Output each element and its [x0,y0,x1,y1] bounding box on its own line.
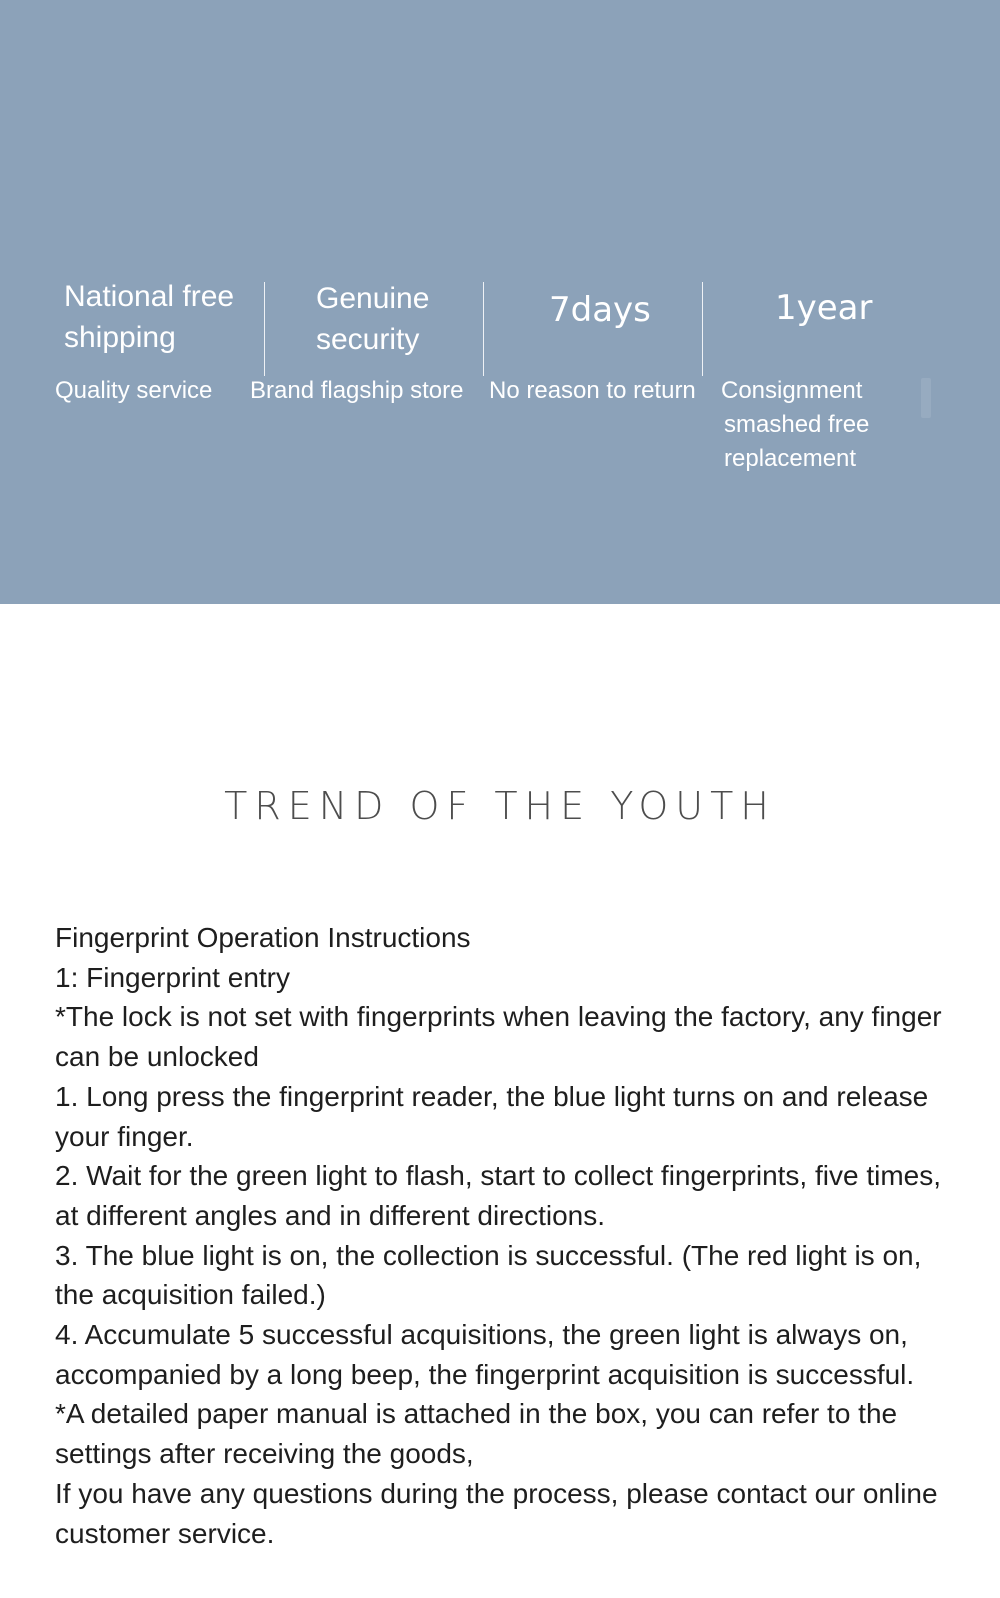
feature-title: 7days [549,290,651,330]
instruction-line: If you have any questions during the process, please contact our online customer service. [55,1477,938,1549]
instruction-line: 2. Wait for the green light to flash, start to collect fingerprints, five times, at different angles and in different directions. [55,1160,942,1231]
decorative-mark [921,378,931,418]
feature-title: National free shipping [64,280,235,354]
fingerprint-instructions [55,918,960,1553]
feature-subtitle: Brand flagship store [250,377,464,404]
feature-subtitle: No reason to return [489,377,696,404]
feature-subtitle: Quality service [55,377,213,404]
feature-title: Genuine security [316,282,430,356]
feature-divider [264,282,265,376]
feature-divider [483,282,484,376]
feature-divider [702,282,703,376]
section-title: TREND OF THE YOUTH [224,784,776,828]
instruction-line: 4. Accumulate 5 successful acquisitions, the green light is always on, accompanied by a long beep, the fingerprint acquisition is successful. [55,1319,915,1390]
feature-title: 1year [775,288,873,328]
instructions-heading: Fingerprint Operation Instructions [55,922,471,953]
instruction-line: 1: Fingerprint entry [55,961,290,993]
instruction-line: 1. Long press the fingerprint reader, the blue light turns on and release your finger. [55,1080,929,1152]
instruction-line: 3. The blue light is on, the collection is successful. (The red light is on, the acquisition failed.) [55,1239,922,1311]
instruction-line: *A detailed paper manual is attached in the box, you can refer to the settings after receiving the goods, [55,1398,898,1470]
service-banner [0,0,1000,604]
feature-subtitle: Consignment smashed free replacement [721,377,870,472]
instruction-line: *The lock is not set with fingerprints when leaving the factory, any finger can be unlocked [55,1001,942,1073]
